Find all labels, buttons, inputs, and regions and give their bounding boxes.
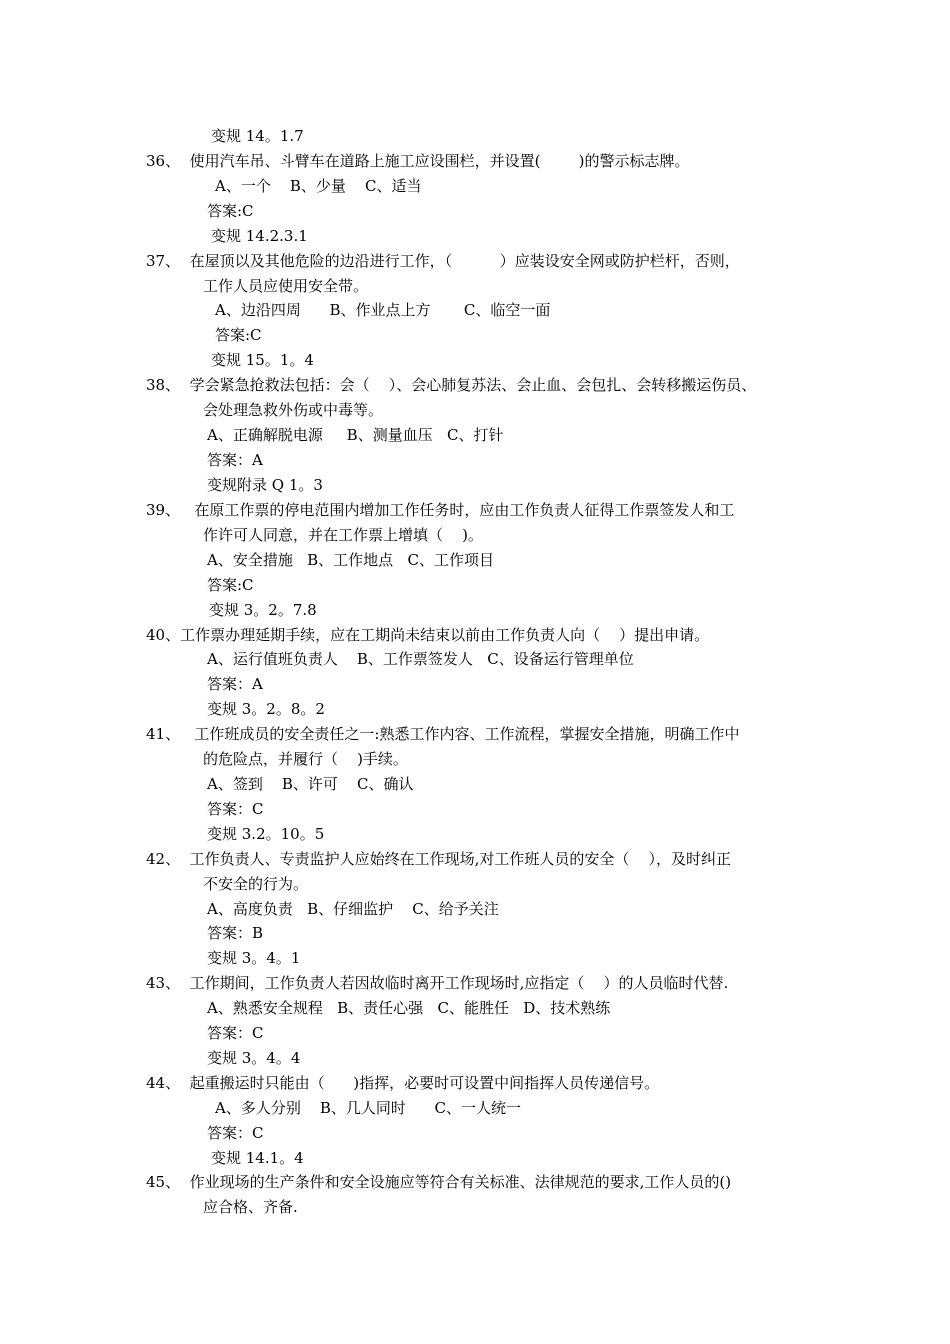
answer-line: 答案：A [207, 675, 263, 693]
options-line: A、一个 B、少量 C、适当 [215, 177, 422, 195]
reference-line: 变规 3.2。10。5 [207, 825, 325, 843]
reference-line: 变规附录 Q 1。3 [207, 476, 323, 494]
answer-line: 答案:C [207, 202, 254, 220]
question-37: 37、 在屋顶以及其他危险的边沿进行工作，（ ）应装设安全网或防护栏杆，否则， [146, 252, 740, 270]
question-36: 36、 使用汽车吊、斗臂车在道路上施工应设围栏，并设置( )的警示标志牌。 [146, 152, 690, 170]
question-39: 39、 在原工作票的停电范围内增加工作任务时，应由工作负责人征得工作票签发人和工 [146, 501, 735, 519]
answer-line: 答案：A [207, 451, 263, 469]
reference-line: 变规 3。2。7.8 [209, 601, 317, 619]
options-line: A、签到 B、许可 C、确认 [207, 775, 414, 793]
options-line: A、安全措施 B、工作地点 C、工作项目 [207, 551, 494, 569]
answer-line: 答案：C [207, 1124, 264, 1142]
options-line: A、高度负责 B、仔细监护 C、给予关注 [207, 900, 499, 918]
reference-line: 变规 3。4。1 [207, 949, 301, 967]
question-41: 41、 工作班成员的安全责任之一:熟悉工作内容、工作流程，掌握安全措施，明确工作中 [146, 725, 740, 743]
reference-line: 变规 3。2。8。2 [207, 700, 325, 718]
question-43: 43、 工作期间，工作负责人若因故临时离开工作现场时,应指定（ ）的人员临时代替. [146, 974, 729, 992]
options-line: A、正确解脱电源 B、测量血压 C、打针 [207, 426, 504, 444]
options-line: A、多人分别 B、几人同时 C、一人统一 [215, 1099, 522, 1117]
answer-line: 答案：C [207, 800, 264, 818]
question-continuation: 不安全的行为。 [203, 875, 309, 893]
answer-line: 答案：B [207, 924, 264, 942]
question-40: 40、工作票办理延期手续，应在工期尚未结束以前由工作负责人向（ ）提出申请。 [146, 626, 710, 644]
question-42: 42、 工作负责人、专责监护人应始终在工作现场,对工作班人员的安全（ ），及时纠正 [146, 850, 731, 868]
options-line: A、边沿四周 B、作业点上方 C、临空一面 [215, 301, 551, 319]
reference-line: 变规 14.1。4 [211, 1149, 304, 1167]
question-44: 44、 起重搬运时只能由（ )指挥，必要时可设置中间指挥人员传递信号。 [146, 1074, 660, 1092]
answer-line: 答案:C [207, 576, 254, 594]
reference-line: 变规 14.2.3.1 [211, 227, 308, 245]
options-line: A、运行值班负责人 B、工作票签发人 C、设备运行管理单位 [207, 650, 634, 668]
question-continuation: 会处理急救外伤或中毒等。 [203, 401, 384, 419]
question-38: 38、 学会紧急抢救法包括：会（ ）、会心肺复苏法、会止血、会包扎、会转移搬运伤员、 [146, 376, 757, 394]
options-line: A、熟悉安全规程 B、责任心强 C、能胜任 D、技术熟练 [207, 999, 611, 1017]
answer-line: 答案:C [215, 326, 262, 344]
answer-line: 答案：C [207, 1024, 264, 1042]
question-continuation: 工作人员应使用安全带。 [203, 277, 369, 295]
question-continuation: 应合格、齐备. [203, 1198, 298, 1216]
text-line: 变规 14。1.7 [211, 127, 304, 145]
reference-line: 变规 15。1。4 [211, 351, 314, 369]
reference-line: 变规 3。4。4 [207, 1049, 301, 1067]
question-45: 45、 作业现场的生产条件和安全设施应等符合有关标准、法律规范的要求,工作人员的() [146, 1173, 732, 1191]
question-continuation: 作许可人同意，并在工作票上增填（ )。 [203, 526, 483, 544]
question-continuation: 的危险点，并履行（ )手续。 [203, 750, 408, 768]
